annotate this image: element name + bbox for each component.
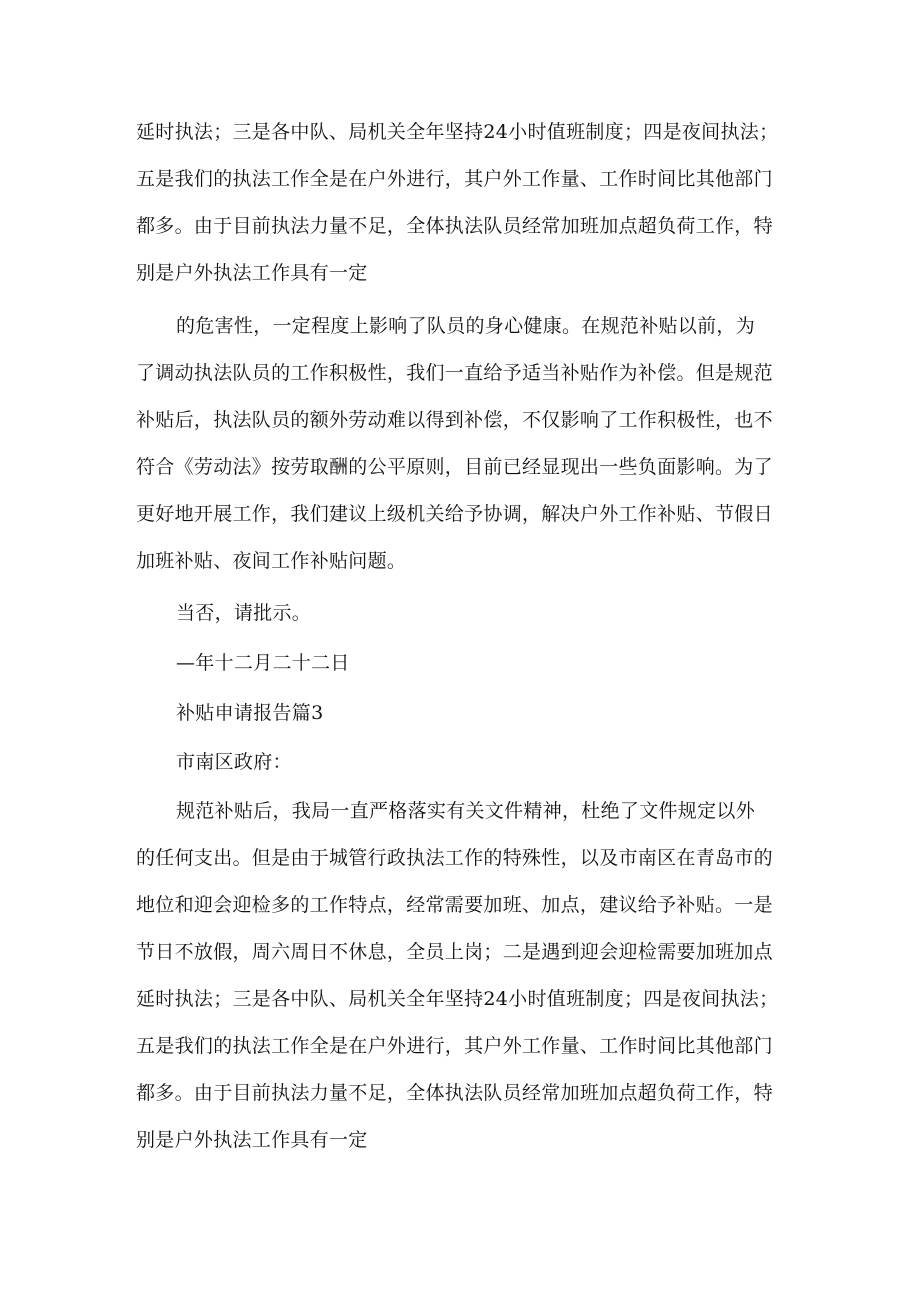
text-line: 别是户外执法工作具有一定 [136, 1129, 368, 1151]
text-line: 别是户外执法工作具有一定 [136, 262, 368, 284]
text-line: 五是我们的执法工作全是在户外进行，其户外工作量、工作时间比其他部门 [136, 168, 773, 190]
text-line: 规范补贴后，我局一直严格落实有关文件精神，杜绝了文件规定以外 [176, 800, 756, 822]
text-line: 了调动执法队员的工作积极性，我们一直给予适当补贴作为补偿。但是规范 [136, 362, 773, 384]
text-line: 加班补贴、夜间工作补贴问题。 [136, 550, 407, 572]
text-line: 的危害性，一定程度上影响了队员的身心健康。在规范补贴以前，为 [176, 315, 756, 337]
text-line: 都多。由于目前执法力量不足，全体执法队员经常加班加点超负荷工作，特 [136, 1082, 773, 1104]
text-line: 五是我们的执法工作全是在户外进行，其户外工作量、工作时间比其他部门 [136, 1035, 773, 1057]
text-line: 补贴后，执法队员的额外劳动难以得到补偿，不仅影响了工作积极性，也不 [136, 409, 773, 431]
text-line: 延时执法；三是各中队、局机关全年坚持24小时值班制度；四是夜间执法； [136, 988, 779, 1010]
text-line: 地位和迎会迎检多的工作特点，经常需要加班、加点，建议给予补贴。一是 [136, 894, 773, 916]
section-title: 补贴申请报告篇3 [176, 702, 324, 724]
date-line: —年十二月二十二日 [176, 652, 350, 674]
closing-line: 当否，请批示。 [176, 602, 312, 624]
text-line: 更好地开展工作，我们建议上级机关给予协调，解决户外工作补贴、节假日 [136, 503, 773, 525]
text-line: 节日不放假，周六周日不休息，全员上岗；二是遇到迎会迎检需要加班加点 [136, 941, 773, 963]
salutation: 市南区政府： [176, 751, 292, 773]
text-line: 都多。由于目前执法力量不足，全体执法队员经常加班加点超负荷工作，特 [136, 215, 773, 237]
text-line: 的任何支出。但是由于城管行政执法工作的特殊性，以及市南区在青岛市的 [136, 847, 773, 869]
text-line: 延时执法；三是各中队、局机关全年坚持24小时值班制度；四是夜间执法； [136, 121, 779, 143]
text-line: 符合《劳动法》按劳取酬的公平原则，目前已经显现出一些负面影响。为了 [136, 456, 773, 478]
